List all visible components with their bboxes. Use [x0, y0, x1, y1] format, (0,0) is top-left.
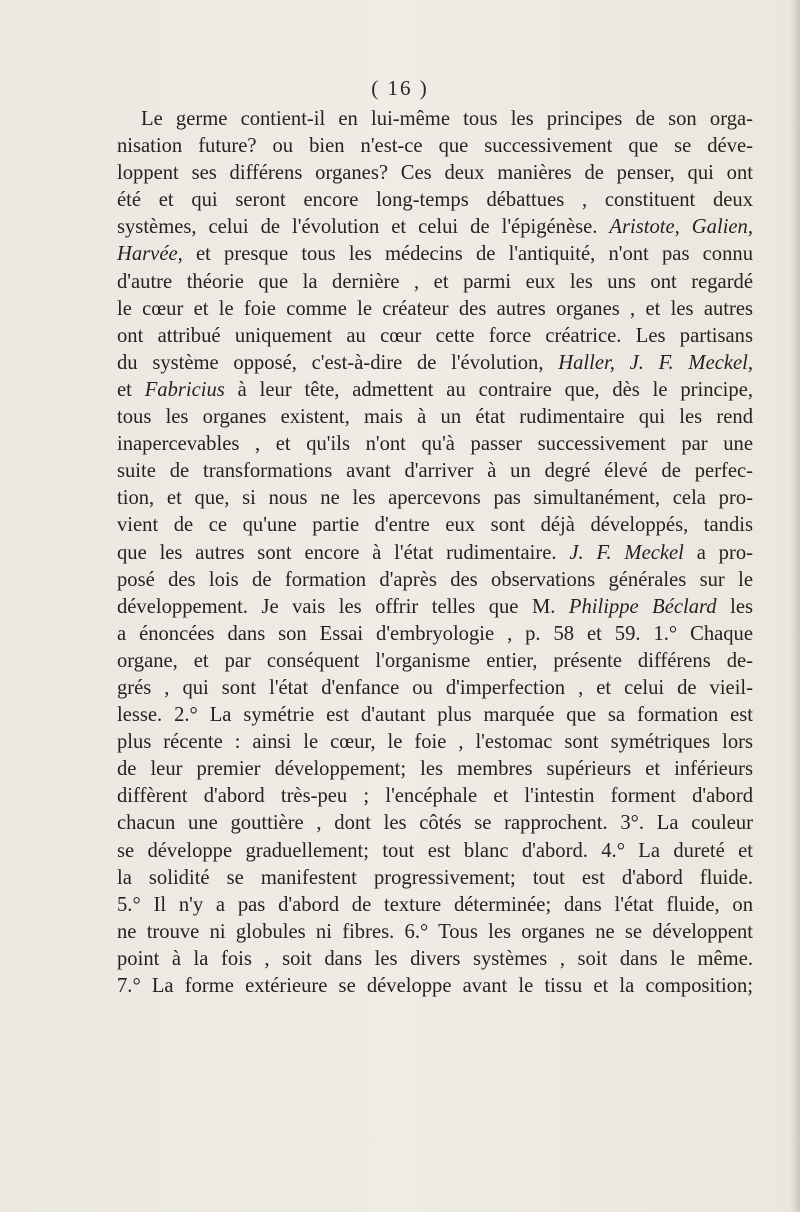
text-run: les [716, 595, 753, 618]
text-line [117, 756, 753, 783]
text-line [117, 350, 753, 377]
body-text [117, 106, 753, 1000]
text-run: développement. Je vais les offrir telles que M. [117, 595, 569, 618]
text-line [117, 377, 753, 404]
text-line [117, 567, 753, 594]
italic-name: Haller, J. F. Meckel, [558, 351, 754, 374]
text-run: 7.° La forme extérieure se développe avant le tissu et la composition; [117, 975, 753, 997]
text-run: lesse. 2.° La symétrie est d'autant plus marquée que sa formation est [117, 704, 753, 727]
text-line [117, 160, 753, 187]
text-line [117, 296, 753, 323]
text-run: 5.° Il n'y a pas d'abord de texture déterminée; dans l'état fluide, on [117, 893, 753, 916]
text-line [117, 269, 753, 296]
text-run: d'autre théorie que la dernière , et parmi eux les uns ont regardé [117, 270, 753, 293]
text-run: que les autres sont encore à l'état rudimentaire. [117, 541, 570, 564]
text-line [117, 892, 753, 919]
text-run: a pro- [683, 541, 753, 564]
text-run: tion, et que, si nous ne les apercevons pas simultanément, cela pro- [117, 487, 753, 510]
text-run: à leur tête, admettent au contraire que, dès le principe, [224, 378, 753, 401]
text-line [117, 729, 753, 756]
text-line [117, 702, 753, 729]
text-line [117, 594, 753, 621]
text-run: ont attribué uniquement au cœur cette force créatrice. Les partisans [117, 324, 753, 347]
text-run: ne trouve ni globules ni fibres. 6.° Tous les organes ne se développent [117, 920, 753, 943]
text-run: vient de ce qu'une partie d'entre eux sont déjà développés, tandis [117, 514, 753, 537]
text-run: le cœur et le foie comme le créateur des autres organes , et les autres [117, 297, 753, 320]
text-line [117, 431, 753, 458]
text-run: de leur premier développement; les membres supérieurs et inférieurs [117, 758, 753, 781]
text-line [117, 133, 753, 160]
text-run: chacun une gouttière , dont les côtés se rapprochent. 3°. La couleur [117, 812, 753, 835]
text-line [117, 512, 753, 539]
text-run: suite de transformations avant d'arriver à un degré élevé de perfec- [117, 460, 753, 483]
italic-name: J. F. Meckel [569, 541, 684, 564]
text-run: point à la fois , soit dans les divers systèmes , soit dans le même. [117, 947, 753, 970]
text-run: nisation future? ou bien n'est-ce que successivement que se déve- [117, 135, 753, 158]
text-line [117, 675, 753, 702]
italic-name: Fabricius [144, 378, 225, 401]
text-line [117, 214, 753, 241]
italic-name: Philippe Béclard [568, 595, 717, 618]
text-line [117, 865, 753, 892]
text-run: se développe graduellement; tout est blanc d'abord. 4.° La dureté et [117, 839, 753, 862]
text-line [117, 187, 753, 214]
text-run: posé des lois de formation d'après des observations générales sur le [117, 568, 753, 591]
text-run: la solidité se manifestent progressivement; tout est d'abord fluide. [117, 866, 753, 889]
text-line [117, 323, 753, 350]
text-line [117, 458, 753, 485]
text-run: a énoncées dans son Essai d'embryologie , p. 58 et 59. 1.° Chaque [117, 622, 753, 645]
text-run: et presque tous les médecins de l'antiquité, n'ont pas connu [182, 243, 753, 266]
text-line [117, 919, 753, 946]
page-number: ( 16 ) [371, 76, 429, 100]
text-run: loppent ses différens organes? Ces deux manières de penser, qui ont [117, 162, 753, 185]
text-line [117, 485, 753, 512]
page-edge-shadow [790, 0, 800, 1212]
text-line [117, 621, 753, 648]
text-line [117, 106, 753, 133]
italic-name: Harvée, [117, 243, 183, 266]
text-run: plus récente : ainsi le cœur, le foie , l'estomac sont symétriques lors [117, 731, 753, 754]
text-run: du système opposé, c'est-à-dire de l'évolution, [117, 351, 559, 374]
italic-name: Aristote, Galien, [609, 216, 753, 239]
text-run: systèmes, celui de l'évolution et celui de l'épigénèse. [117, 216, 610, 239]
text-run: tous les organes existent, mais à un état rudimentaire qui les rend [117, 406, 753, 429]
text-run: grés , qui sont l'état d'enfance ou d'imperfection , et celui de vieil- [117, 676, 753, 699]
text-line [117, 404, 753, 431]
text-run: diffèrent d'abord très-peu ; l'encéphale et l'intestin forment d'abord [117, 785, 753, 808]
text-run: organe, et par conséquent l'organisme entier, présente différens de- [117, 649, 753, 672]
text-run: Le germe contient-il en lui-même tous les principes de son orga- [141, 108, 753, 130]
text-line [117, 540, 753, 567]
text-line [117, 648, 753, 675]
text-run: été et qui seront encore long-temps débattues , constituent deux [117, 189, 753, 212]
text-line [117, 783, 753, 810]
text-line [117, 241, 753, 268]
text-run: inapercevables , et qu'ils n'ont qu'à passer successivement par une [117, 433, 753, 456]
text-run: et [117, 378, 145, 401]
text-line [117, 973, 753, 1000]
text-line [117, 810, 753, 837]
text-line [117, 946, 753, 973]
text-line [117, 838, 753, 865]
